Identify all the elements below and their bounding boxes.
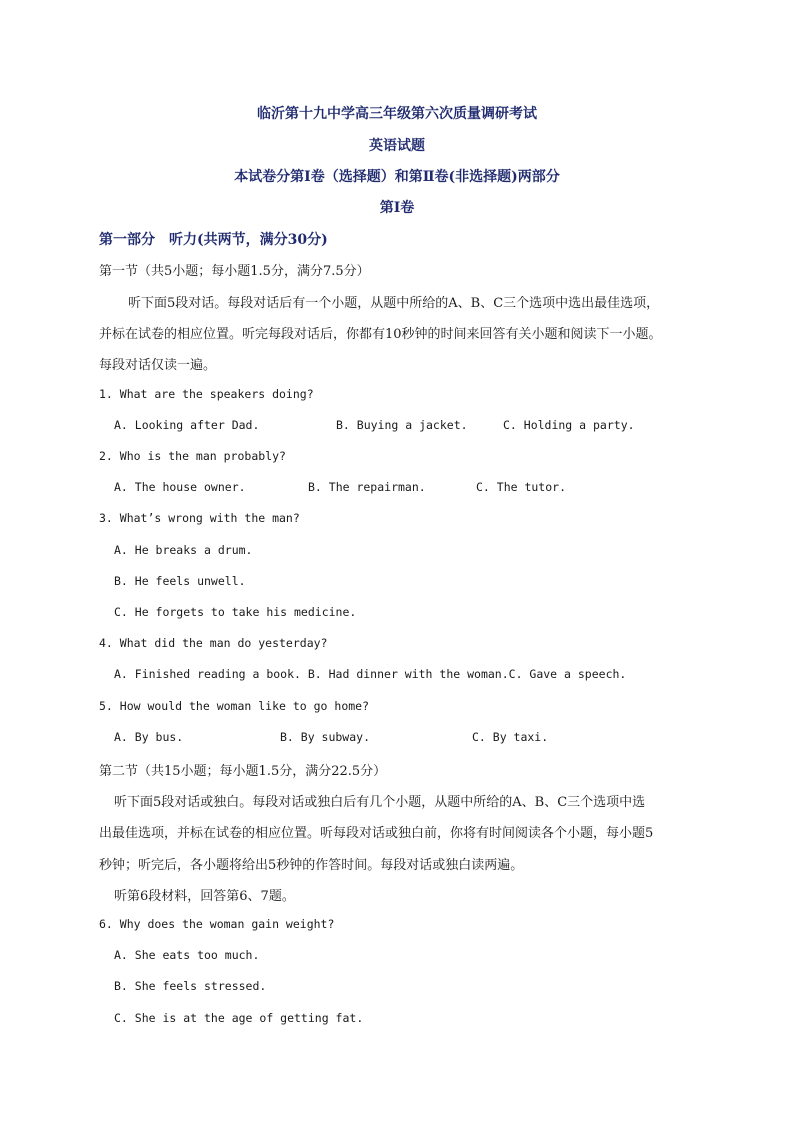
section1-instruction-line: 听下面5段对话。每段对话后有一个小题，从题中所给的A、B、C三个选项中选出最佳选项，	[128, 296, 660, 311]
q4-options: A. Finished reading a book. B. Had dinner with the woman.C. Gave a speech.	[114, 667, 627, 681]
q3-option-a: A. He breaks a drum.	[114, 543, 253, 557]
q1-option-a: A. Looking after Dad.	[114, 418, 260, 432]
question-1: 1. What are the speakers doing?	[99, 387, 314, 401]
q5-option-a: A. By bus.	[114, 730, 184, 744]
question-6: 6. Why does the woman gain weight?	[99, 917, 335, 931]
subject-title: 英语试题	[369, 138, 425, 154]
question-3: 3. What’s wrong with the man?	[99, 511, 300, 525]
paper-structure: 本试卷分第Ⅰ卷（选择题）和第Ⅱ卷(非选择题)两部分	[234, 169, 560, 185]
section1-heading: 第一节（共5小题；每小题1.5分，满分7.5分）	[99, 264, 370, 279]
section1-instruction-line: 并标在试卷的相应位置。听完每段对话后，你都有10秒钟的时间来回答有关小题和阅读下一小题。	[99, 327, 662, 342]
question-4: 4. What did the man do yesterday?	[99, 636, 328, 650]
question-2: 2. Who is the man probably?	[99, 449, 286, 463]
volume-title: 第Ⅰ卷	[379, 200, 415, 216]
q1-option-b: B. Buying a jacket.	[336, 418, 468, 432]
q6-option-b: B. She feels stressed.	[114, 979, 267, 993]
q5-option-c: C. By taxi.	[472, 730, 549, 744]
q3-option-b: B. He feels unwell.	[114, 574, 246, 588]
q3-option-c: C. He forgets to take his medicine.	[114, 605, 357, 619]
material-6-note: 听第6段材料，回答第6、7题。	[114, 889, 295, 904]
question-5: 5. How would the woman like to go home?	[99, 699, 370, 713]
q2-option-c: C. The tutor.	[476, 480, 567, 494]
section2-instruction-line: 出最佳选项，并标在试卷的相应位置。听每段对话或独白前，你将有时间阅读各个小题，每小题5	[99, 826, 654, 841]
exam-title: 临沂第十九中学高三年级第六次质量调研考试	[257, 106, 537, 122]
q5-option-b: B. By subway.	[280, 730, 371, 744]
q2-option-b: B. The repairman.	[308, 480, 426, 494]
section2-instruction-line: 听下面5段对话或独白。每段对话或独白后有几个小题，从题中所给的A、B、C三个选项中选	[114, 795, 646, 810]
q1-option-c: C. Holding a party.	[503, 418, 635, 432]
q2-option-a: A. The house owner.	[114, 480, 246, 494]
q6-option-c: C. She is at the age of getting fat.	[114, 1011, 364, 1025]
section1-instruction-line: 每段对话仅读一遍。	[99, 358, 217, 373]
section2-heading: 第二节（共15小题；每小题1.5分，满分22.5分）	[99, 764, 387, 779]
q6-option-a: A. She eats too much.	[114, 948, 260, 962]
part1-heading: 第一部分 听力(共两节，满分30分)	[99, 232, 328, 248]
section2-instruction-line: 秒钟；听完后，各小题将给出5秒钟的作答时间。每段对话或独白读两遍。	[99, 858, 524, 873]
